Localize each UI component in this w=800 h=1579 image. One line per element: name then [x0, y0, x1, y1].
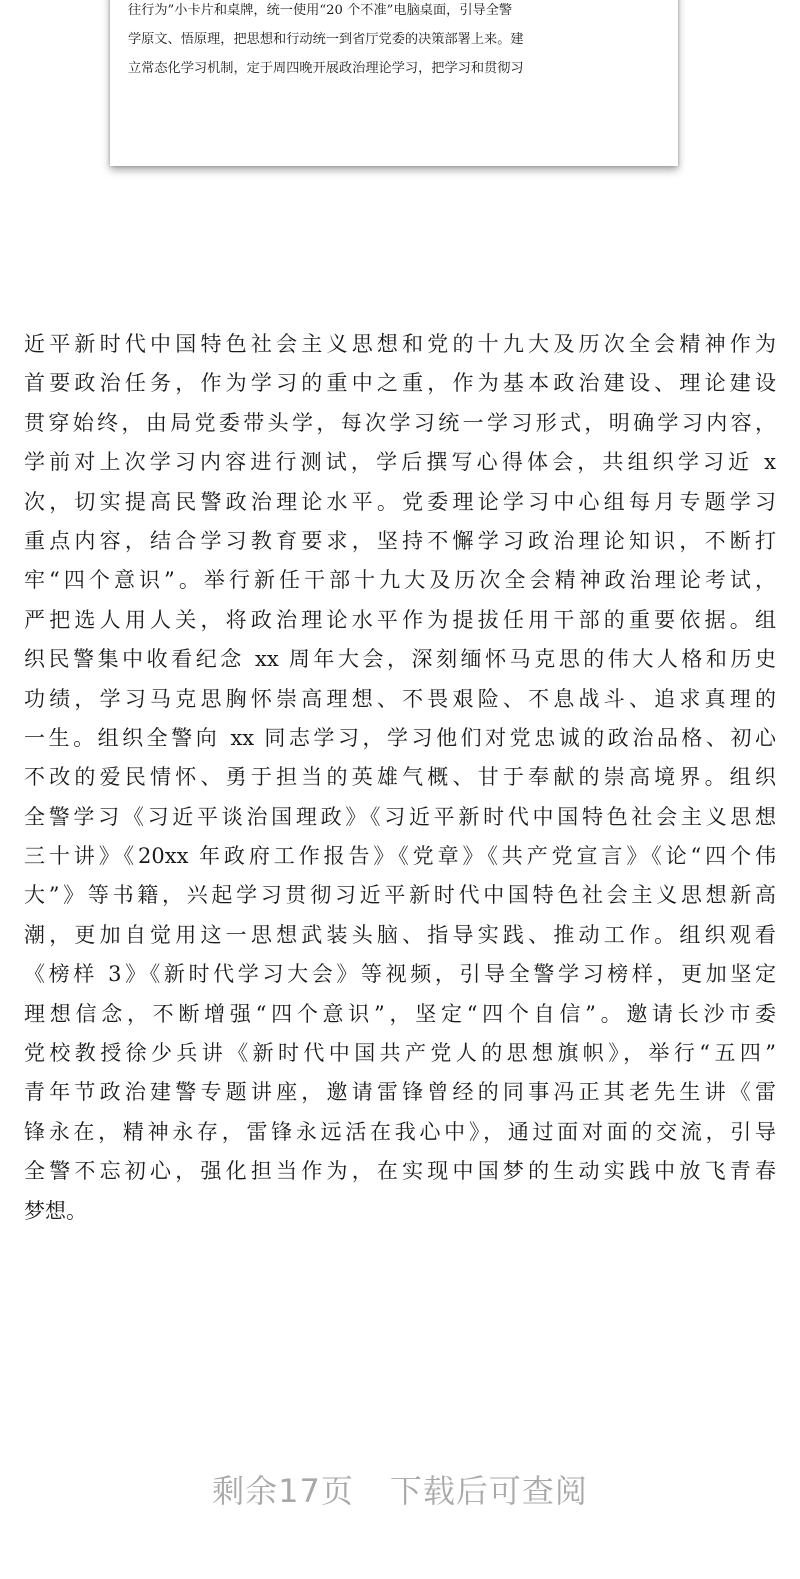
body-line: 党校教授徐少兵讲《新时代中国共产党人的思想旗帜》，举行“五四”: [24, 1041, 776, 1066]
body-line: 学前对上次学习内容进行测试，学后撰写心得体会，共组织学习近 x: [24, 450, 776, 475]
card-line: 往行为”小卡片和桌牌，统一使用“20 个不准”电脑桌面，引导全警: [128, 3, 513, 18]
body-line: 梦想。: [24, 1198, 87, 1223]
body-line: 首要政治任务，作为学习的重中之重，作为基本政治建设、理论建设: [24, 371, 776, 396]
body-line: 贯穿始终，由局党委带头学，每次学习统一学习形式，明确学习内容，: [24, 410, 776, 435]
body-line: 大”》等书籍，兴起学习贯彻习近平新时代中国特色社会主义思想新高: [24, 883, 776, 908]
body-line: 全警不忘初心，强化担当作为，在实现中国梦的生动实践中放飞青春: [24, 1159, 776, 1184]
body-line: 严把选人用人关，将政治理论水平作为提拔任用干部的重要依据。组: [24, 607, 776, 632]
watermark: ㅤ: [178, 613, 270, 709]
body-line: 近平新时代中国特色社会主义思想和党的十九大及历次全会精神作为: [24, 332, 776, 356]
download-hint-label: 下载后可查阅: [389, 1472, 588, 1510]
preview-card: [110, 0, 678, 166]
card-line: 立常态化学习机制，定于周四晚开展政治理论学习，把学习和贯彻习: [128, 61, 524, 76]
body-line: 功绩，学习马克思胸怀崇高理想、不畏艰险、不息战斗、追求真理的: [24, 686, 776, 711]
body-line: 三十讲》《20xx 年政府工作报告》《党章》《共产党宣言》《论“四个伟: [24, 844, 776, 869]
remaining-pages-label: 剩余17页: [212, 1472, 354, 1510]
body-line: 理想信念，不断增强“四个意识”，坚定“四个自信”。邀请长沙市委: [24, 1001, 776, 1026]
body-line: 重点内容，结合学习教育要求，坚持不懈学习政治理论知识，不断打: [24, 528, 776, 553]
body-line: 不改的爱民情怀、勇于担当的英雄气概、甘于奉献的崇高境界。组织: [24, 765, 776, 790]
body-line: 次，切实提高民警政治理论水平。党委理论学习中心组每月专题学习: [24, 489, 776, 514]
body-line: 锋永在，精神永存，雷锋永远活在我心中》，通过面对面的交流，引导: [24, 1119, 776, 1144]
body-line: 一生。组织全警向 xx 同志学习，学习他们对党忠诚的政治品格、初心: [24, 725, 776, 750]
body-line: 牢“四个意识”。举行新任干部十九大及历次全会精神政治理论考试，: [24, 568, 776, 593]
body-line: 《榜样 3》《新时代学习大会》等视频，引导全警学习榜样，更加坚定: [24, 962, 776, 987]
body-line: 青年节政治建警专题讲座，邀请雷锋曾经的同事冯正其老先生讲《雷: [24, 1080, 776, 1105]
card-text: [128, 0, 662, 83]
body-line: 潮，更加自觉用这一思想武装头脑、指导实践、推动工作。组织观看: [24, 922, 776, 947]
body-line: 全警学习《习近平谈治国理政》《习近平新时代中国特色社会主义思想: [24, 804, 776, 829]
card-line: 学原文、悟原理，把思想和行动统一到省厅党委的决策部署上来。建: [128, 32, 524, 47]
document-body: [24, 325, 776, 1231]
download-prompt[interactable]: [0, 1468, 800, 1514]
body-line: 织民警集中收看纪念 xx 周年大会，深刻缅怀马克思的伟大人格和历史: [24, 647, 776, 672]
